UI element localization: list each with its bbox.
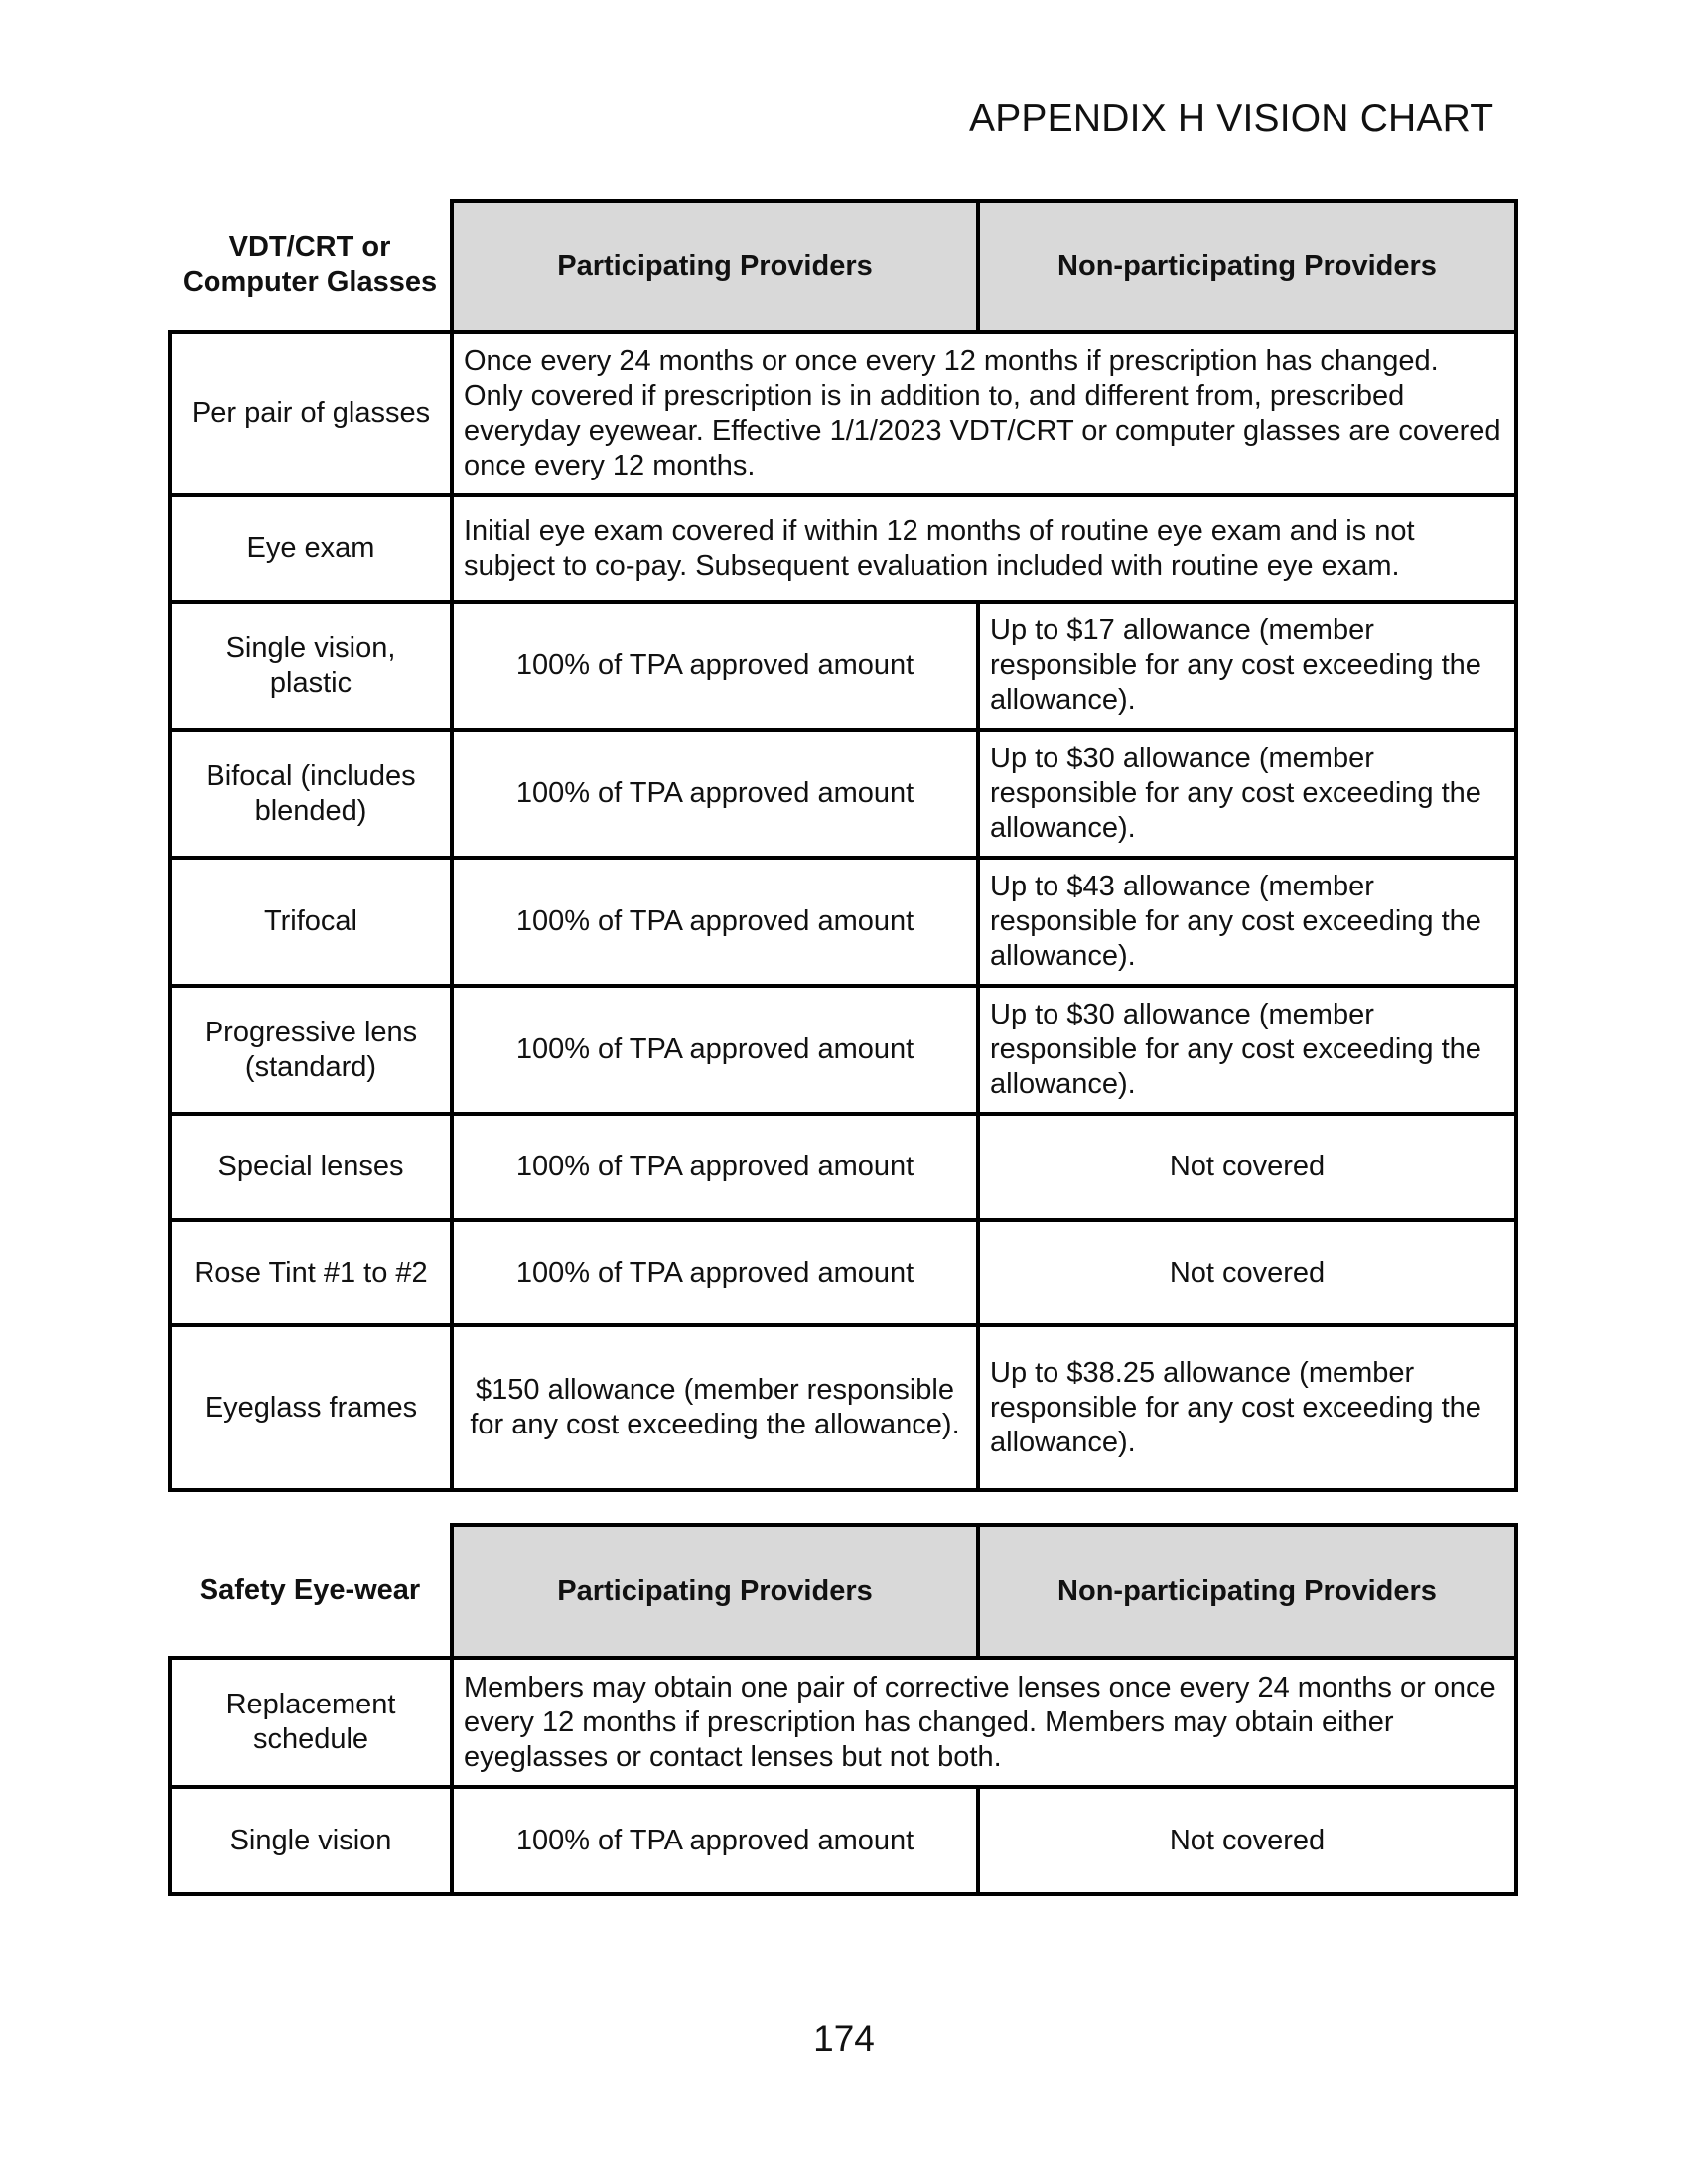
table-header-row (170, 201, 1516, 332)
merged-benefit-cell: Initial eye exam covered if within 12 months of routine eye exam and is not subject to co-pay. Subsequent evaluation included with routine eye exam. (452, 495, 1516, 602)
participating-cell: 100% of TPA approved amount (452, 1787, 978, 1894)
vdt-computer-glasses-table (168, 199, 1518, 1492)
table-row (170, 1325, 1516, 1490)
table-row (170, 858, 1516, 986)
merged-benefit-cell: Members may obtain one pair of corrective lenses once every 24 months or once every 12 months if prescription has changed. Members may obtain either eyeglasses or contact lenses but not both. (452, 1658, 1516, 1787)
table-row (170, 495, 1516, 602)
page-number: 174 (813, 2018, 875, 2059)
table-row (170, 1114, 1516, 1220)
table-row (170, 332, 1516, 495)
participating-cell: 100% of TPA approved amount (452, 1220, 978, 1325)
nonparticipating-cell: Up to $38.25 allowance (member responsible for any cost exceeding the allowance). (978, 1325, 1516, 1490)
row-label: Progressive lens (standard) (170, 986, 452, 1114)
nonparticipating-cell: Not covered (978, 1787, 1516, 1894)
column-header-nonparticipating: Non-participating Providers (978, 201, 1516, 332)
table-row (170, 1658, 1516, 1787)
row-label: Trifocal (170, 858, 452, 986)
row-label: Special lenses (170, 1114, 452, 1220)
row-label: Bifocal (includes blended) (170, 730, 452, 858)
merged-benefit-cell: Once every 24 months or once every 12 months if prescription has changed. Only covered if prescription is in addition to, and different from, prescribed everyday eyewear. Effective 1/1/2023 VDT/CRT or computer glasses are covered once every 12 months. (452, 332, 1516, 495)
nonparticipating-cell: Not covered (978, 1114, 1516, 1220)
participating-cell: 100% of TPA approved amount (452, 986, 978, 1114)
table-row (170, 1787, 1516, 1894)
row-label: Per pair of glasses (170, 332, 452, 495)
column-header-nonparticipating: Non-participating Providers (978, 1525, 1516, 1658)
table-row (170, 986, 1516, 1114)
table-row (170, 602, 1516, 730)
nonparticipating-cell: Up to $30 allowance (member responsible for any cost exceeding the allowance). (978, 730, 1516, 858)
nonparticipating-cell: Not covered (978, 1220, 1516, 1325)
row-label: Eye exam (170, 495, 452, 602)
participating-cell: 100% of TPA approved amount (452, 602, 978, 730)
page-title: APPENDIX H VISION CHART (969, 97, 1494, 140)
row-label: Single vision (170, 1787, 452, 1894)
table-heading: Safety Eye-wear (170, 1525, 452, 1658)
table-row (170, 1220, 1516, 1325)
row-label: Single vision, plastic (170, 602, 452, 730)
column-header-participating: Participating Providers (452, 1525, 978, 1658)
nonparticipating-cell: Up to $30 allowance (member responsible for any cost exceeding the allowance). (978, 986, 1516, 1114)
nonparticipating-cell: Up to $43 allowance (member responsible for any cost exceeding the allowance). (978, 858, 1516, 986)
row-label: Rose Tint #1 to #2 (170, 1220, 452, 1325)
participating-cell: $150 allowance (member responsible for any cost exceeding the allowance). (452, 1325, 978, 1490)
safety-eyewear-table (168, 1523, 1518, 1896)
row-label: Replacement schedule (170, 1658, 452, 1787)
participating-cell: 100% of TPA approved amount (452, 730, 978, 858)
participating-cell: 100% of TPA approved amount (452, 1114, 978, 1220)
table-heading: VDT/CRT or Computer Glasses (170, 201, 452, 332)
table-row (170, 730, 1516, 858)
row-label: Eyeglass frames (170, 1325, 452, 1490)
table-header-row (170, 1525, 1516, 1658)
participating-cell: 100% of TPA approved amount (452, 858, 978, 986)
column-header-participating: Participating Providers (452, 201, 978, 332)
nonparticipating-cell: Up to $17 allowance (member responsible for any cost exceeding the allowance). (978, 602, 1516, 730)
